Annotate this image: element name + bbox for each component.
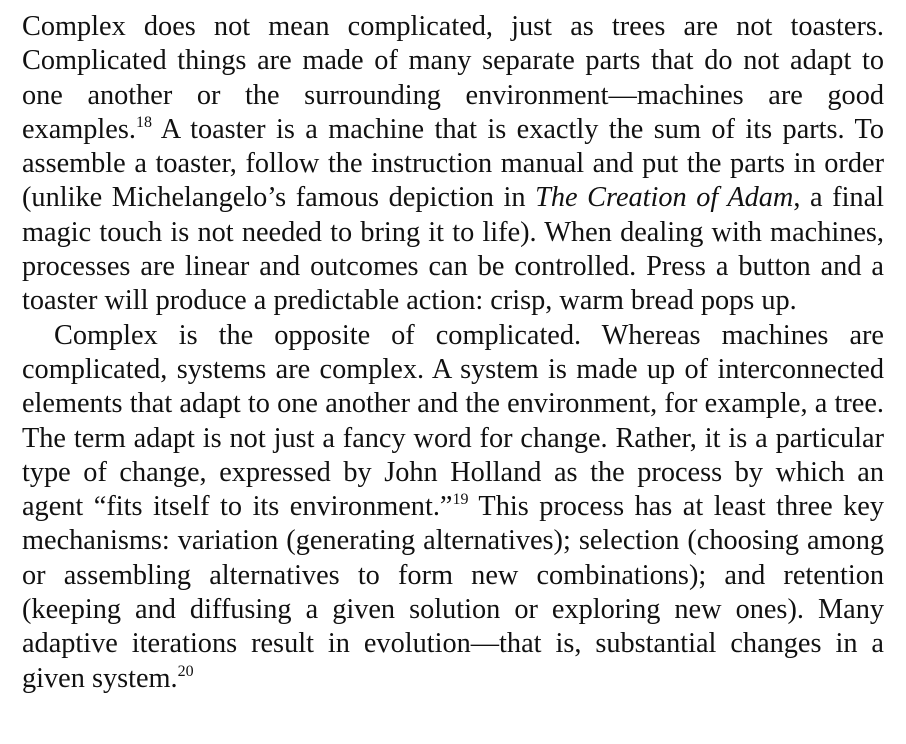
footnote-marker-19: 19 — [452, 491, 469, 509]
body-text: A toaster is a machine that is exactly the sum of its parts. To assemble a toaster, follow the instruction manual and put the parts in order (unlike Michelangelo’s famous depiction in — [22, 113, 884, 214]
body-text: Complex is the opposite of complicated. Whereas machines are complicated, systems are complex. A system is made up of interconnected elements that adapt to one another and the environment, for example, a tree. The term adapt is not just a fancy word for change. Rather, it is a particular type of change, expressed by John Holland as the process by which an agent “fits itself to its environment.” — [22, 319, 884, 523]
footnote-marker-18: 18 — [135, 113, 152, 131]
body-text: Complex does not mean complicated, just as trees are not toasters. Complicated things are made of many separate parts that do not adapt to one another or the surrounding environment—machines are good examples. — [22, 11, 884, 145]
paragraph-complex-vs-complicated — [22, 10, 884, 319]
body-text: This process has at least three key mechanisms: variation (generating alternatives); selection (choosing among or assembling alternatives to form new combinations); and retention (keeping and diffusing a given solution or exploring new ones). Many adaptive iterations result in evolution—that is, substantial changes in a given system. — [22, 491, 884, 694]
artwork-title-italic: The Creation of Adam — [535, 182, 794, 214]
footnote-marker-20: 20 — [177, 662, 194, 680]
paragraph-systems-adapt — [22, 319, 884, 696]
body-text: , a final magic touch is not needed to bring it to life). When dealing with machines, processes are linear and outcomes can be controlled. Press a button and a toaster will produce a predictable action: crisp, warm bread pops up. — [22, 182, 884, 317]
